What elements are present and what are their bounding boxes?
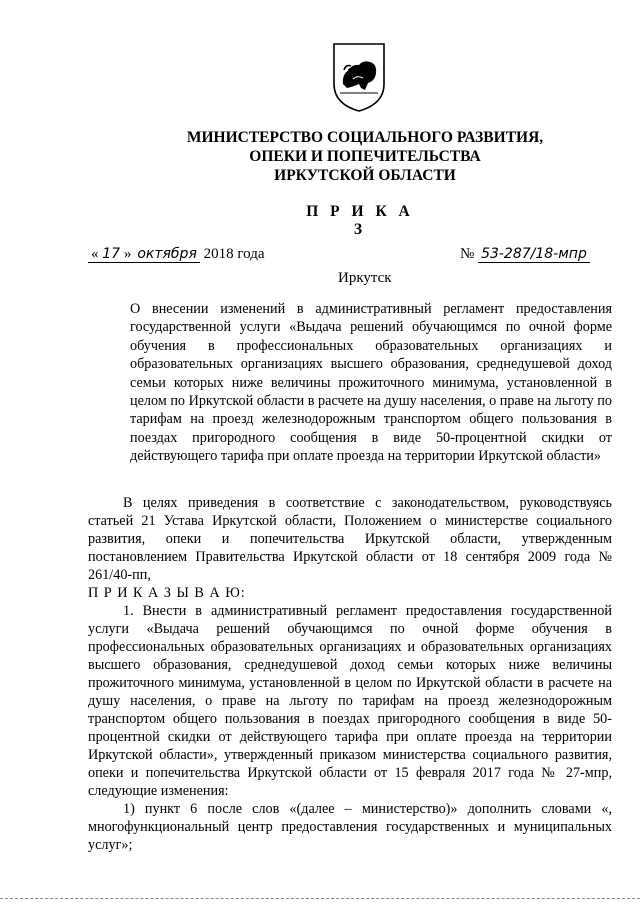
prikazyvayu-heading: П Р И К А З Ы В А Ю: bbox=[88, 585, 246, 601]
number-value: 53-287/18-мпр bbox=[481, 246, 587, 262]
order-body bbox=[88, 494, 612, 854]
item-1-paragraph: 1. Внести в административный регламент предоставления государственной услуги «Выдача решений обучающимся по очной форме обучения в профессиональных образовательных организациях и образовательных организациях высшего образования, среднедушевой доход семьи которых ниже величины прожиточного минимума, установленной в целом по Иркутской области в расчете на душу населения, о праве на льготу по тарифам на проезд железнодорожным транспортом общего пользования в поездах пригородного сообщения в виде 50-процентной скидки от действующего тарифа при оплате проезда на территории Иркутской области», утвержденный приказом министерства социального развития, опеки и попечительства Иркутской области от 15 февраля 2017 года № 27-мпр, следующие изменения: bbox=[88, 603, 612, 799]
preamble-paragraph: В целях приведения в соответствие с законодательством, руководствуясь статьей 21 Устава Иркутской области, Положением о министерстве социального развития, опеки и попечительства Иркутской области, утвержденным постановлением Правительства Иркутской области от 18 сентября 2009 года № 261/40-пп, bbox=[88, 495, 612, 583]
date-month: октября bbox=[137, 246, 197, 262]
ministry-line: ОПЕКИ И ПОПЕЧИТЕЛЬСТВА bbox=[249, 148, 481, 165]
date-month-field bbox=[134, 246, 200, 263]
number-label: № bbox=[460, 246, 475, 262]
date-year: 2018 года bbox=[203, 246, 265, 262]
date-day-field bbox=[88, 246, 134, 263]
order-title: П Р И К А З bbox=[306, 203, 414, 238]
item-1-1-paragraph: 1) пункт 6 после слов «(далее – министерство)» дополнить словами «, многофункциональный центр предоставления государственных и муниципальных услуг»; bbox=[88, 801, 612, 853]
date-day: 17 bbox=[102, 246, 121, 262]
date-close-quote: » bbox=[123, 246, 132, 262]
city-name: Иркутск bbox=[338, 270, 392, 286]
number-field bbox=[478, 246, 590, 263]
coat-of-arms-icon bbox=[330, 40, 388, 114]
ministry-name bbox=[170, 128, 560, 185]
order-subject: О внесении изменений в административный регламент предоставления государственной услуги «Выдача решений обучающимся по очной форме обучения в профессиональных образовательных организациях и образовательных организациях высшего образования, среднедушевой доход семьи которых ниже величины прожиточного минимума, установленной в целом по Иркутской области в расчете на душу населения, о праве на льготу по тарифам на проезд железнодорожным транспортом общего пользования в поездах пригородного сообщения в виде 50-процентной скидки от действующего тарифа при оплате проезда на территории Иркутской области» bbox=[130, 301, 612, 465]
date-open-quote: « bbox=[91, 246, 99, 262]
scan-edge-divider bbox=[0, 898, 640, 899]
order-date bbox=[88, 246, 265, 263]
ministry-line: МИНИСТЕРСТВО СОЦИАЛЬНОГО РАЗВИТИЯ, bbox=[186, 129, 544, 146]
ministry-line: ИРКУТСКОЙ ОБЛАСТИ bbox=[274, 167, 456, 184]
order-number bbox=[460, 246, 590, 263]
